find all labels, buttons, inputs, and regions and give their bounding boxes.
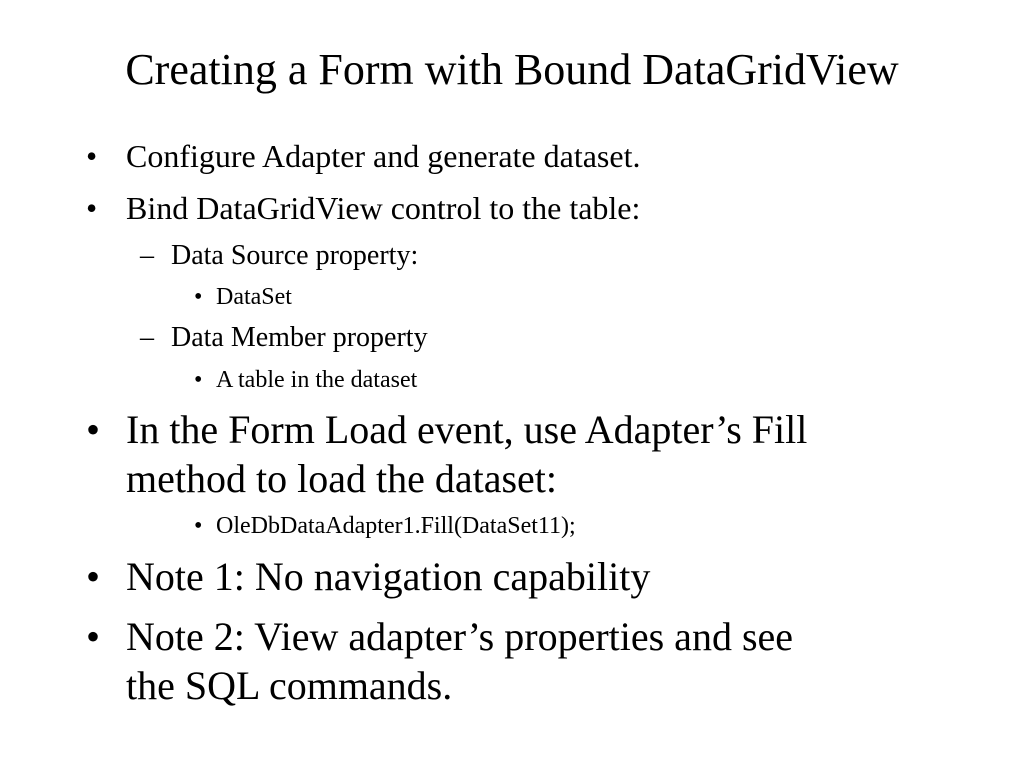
dash-icon: – xyxy=(140,240,154,271)
slide-title: Creating a Form with Bound DataGridView xyxy=(125,45,899,94)
bullet-dot-icon: • xyxy=(86,190,98,226)
bullet-dot-icon: • xyxy=(86,138,98,174)
bullet-text: Configure Adapter and generate dataset. xyxy=(126,138,641,174)
bullet-text-line-2: the SQL commands. xyxy=(126,663,453,708)
bullet-text-line-1: In the Form Load event, use Adapter’s Fill xyxy=(126,407,808,452)
bullet-dot-icon: • xyxy=(86,554,101,599)
bullet-dot-icon: • xyxy=(194,284,203,310)
subsubbullet-text: DataSet xyxy=(216,284,292,310)
bullet-text-line-1: Note 2: View adapter’s properties and see xyxy=(126,614,794,659)
bullet-dot-icon: • xyxy=(194,367,203,393)
bullet-text-line-2: method to load the dataset: xyxy=(126,456,557,501)
subbullet-text: Data Member property xyxy=(171,322,428,353)
bullet-dot-icon: • xyxy=(86,614,101,659)
bullet-text: Bind DataGridView control to the table: xyxy=(126,190,641,226)
bullet-dot-icon: • xyxy=(194,513,203,539)
subbullet-text: Data Source property: xyxy=(171,240,419,271)
subsubbullet-text: OleDbDataAdapter1.Fill(DataSet11); xyxy=(216,513,576,539)
dash-icon: – xyxy=(140,322,154,353)
bullet-text: Note 1: No navigation capability xyxy=(126,554,651,599)
bullet-dot-icon: • xyxy=(86,407,101,452)
subsubbullet-text: A table in the dataset xyxy=(216,367,418,393)
